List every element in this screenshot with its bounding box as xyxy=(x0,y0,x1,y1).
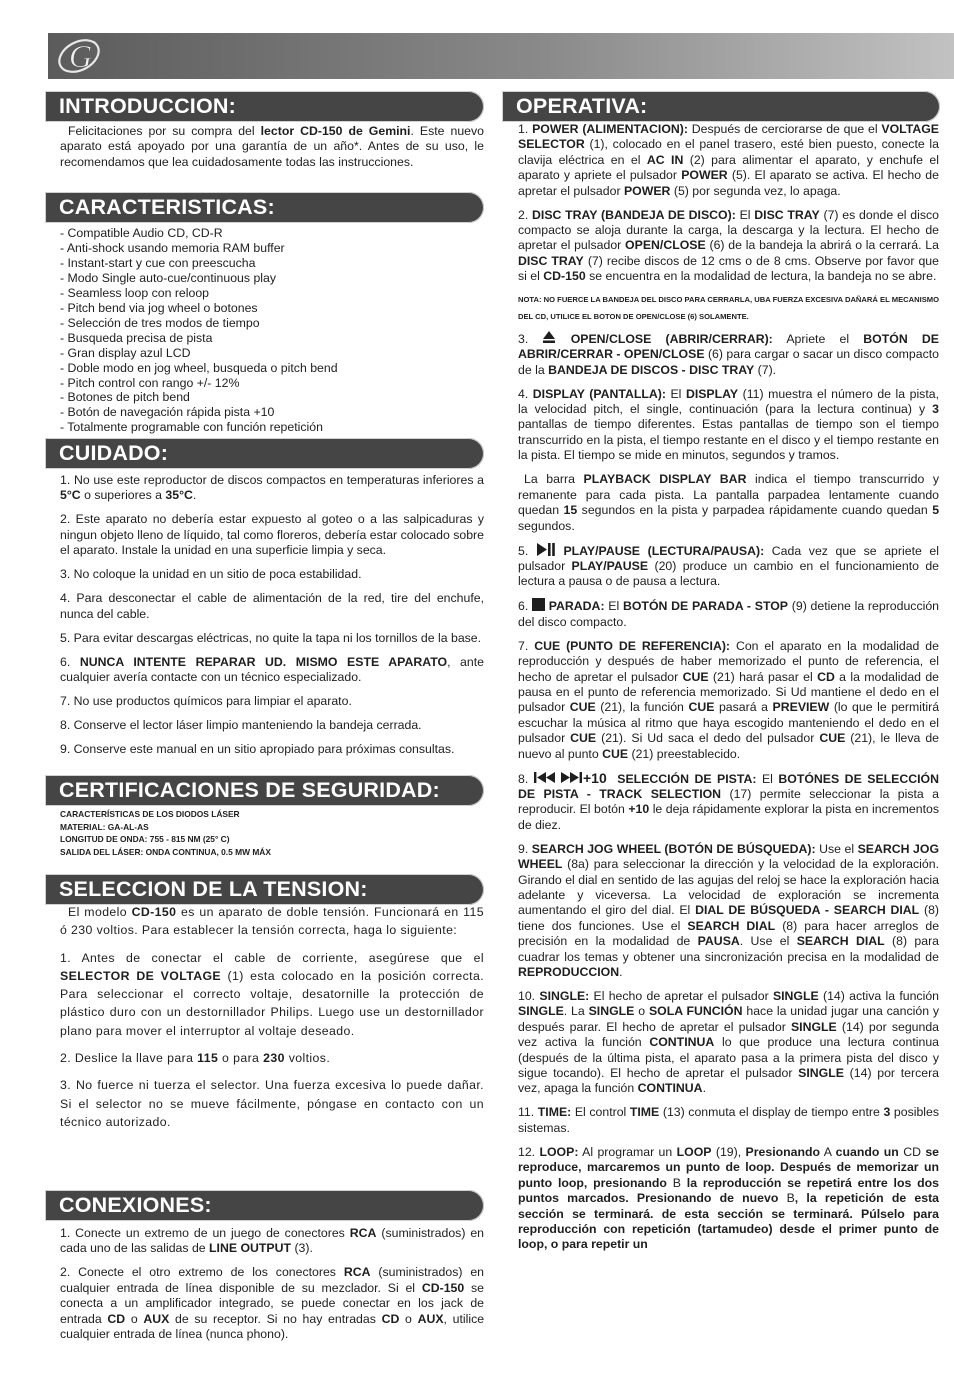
section-title-cuidado: CUIDADO: xyxy=(45,438,484,469)
feature-item: - Anti-shock usando memoria RAM buffer xyxy=(60,240,285,255)
operation-item-play-pause: 5. PLAY/PAUSE (LECTURA/PAUSA): Cada vez que se apriete el pulsador PLAY/PAUSE (20) produce un cambio en el funcionamiento de lectura a pausa o de pausa a lectura. xyxy=(518,543,939,589)
section-title-conexiones: CONEXIONES: xyxy=(45,1190,484,1221)
operation-item-cue: 7. CUE (PUNTO DE REFERENCIA): Con el aparato en la modalidad de reproducción y después de haber memorizado el punto de referencia, el hecho de apretar el pulsador CUE (21) hará pasar el CD a la modalidad de pausa en el punto de referencia memorizado. Si Ud mantiene el dedo en el pulsador CUE (21), la función CUE pasará a PREVIEW (lo que le permitirá escuchar la música al ritmo que haya escogido manteniendo el dedo en el pulsador CUE (21). Si Ud saca el dedo del pulsador CUE (21), le lleva de nuevo al punto CUE (21) preestablecido. xyxy=(518,638,940,761)
feature-item: - Doble modo en jog wheel, busqueda o pitch bend xyxy=(60,360,338,375)
feature-item: - Botón de navegación rápida pista +10 xyxy=(60,405,275,420)
feature-item: - Botones de pitch bend xyxy=(60,390,190,405)
operation-item-open-close: 3. OPEN/CLOSE (ABRIR/CERRAR): Apriete el BOTÓN DE ABRIR/CERRAR - OPEN/CLOSE (6) para cargar o sacar un disco compacto de la BANDEJA DE DISCOS - DISC TRAY (7). xyxy=(518,331,939,377)
connections-text: 1. Conecte un extremo de un juego de conectores RCA (suministrados) en cada uno de las salidas de LINE OUTPUT (3). 2. Conecte el otro extremo de los conectores RCA (suministrados) en cualquier entrada de línea disponible de su mezclador. Si el CD-150 se conecta a un amplificador integrado, se puede conectar en los jack de entrada CD o AUX de su receptor. Si no hay entradas CD o AUX, utilice cualquier entrada de línea (nunca phono). xyxy=(60,1226,485,1342)
section-title-caracteristicas: CARACTERISTICAS: xyxy=(45,192,484,223)
operation-text xyxy=(518,122,939,1253)
care-item: 9. Conserve este manual en un sitio apropiado para próximas consultas. xyxy=(60,742,455,757)
intro-text xyxy=(60,124,484,170)
operation-note: NOTA: NO FUERCE LA BANDEJA DEL DISCO PARA CERRARLA, UBA FUERZA EXCESIVA DAÑARÁ EL MECANISMO DEL CD, UTILICE EL BOTON DE OPEN/CLOSE (6) SOLAMENTE. xyxy=(518,295,939,321)
feature-item: - Pitch control con rango +/- 12% xyxy=(60,375,240,390)
care-item: 5. Para evitar descargas eléctricas, no quite la tapa ni los tornillos de la base. xyxy=(60,630,482,645)
voltage-item: 3. No fuerce ni tuerza el selector. Una fuerza excesiva lo puede dañar. Si el selector no se mueve fácilmente, póngase en contacto con un técnico autorizado. xyxy=(60,1078,484,1129)
svg-text:+10: +10 xyxy=(582,770,607,784)
section-title-operativa: OPERATIVA: xyxy=(502,91,940,122)
track-icon xyxy=(534,772,612,786)
care-item: 1. No use este reproductor de discos compactos en temperaturas inferiores a 5°C o superiores a 35°C. xyxy=(60,473,484,503)
care-item: 7. No use productos químicos para limpiar el aparato. xyxy=(60,694,352,709)
section-title-introduccion: INTRODUCCION: xyxy=(45,91,484,122)
operation-item-time: 11. TIME: El control TIME (13) conmuta el display de tiempo entre 3 posibles sistemas. xyxy=(518,1105,940,1135)
cert-text xyxy=(60,808,484,859)
feature-item: - Instant-start y cue con preescucha xyxy=(60,255,256,270)
logo-letter: G xyxy=(69,38,93,74)
operation-item-stop: 6. PARADA: El BOTÓN DE PARADA - STOP (9) detiene la reproducción del disco compacto. xyxy=(518,599,940,629)
feature-item: - Busqueda precisa de pista xyxy=(60,330,213,345)
operation-item-single: 10. SINGLE: El hecho de apretar el pulsador SINGLE (14) activa la función SINGLE. La SINGLE o SOLA FUNCIÓN hace la unidad jugar una canción y después parar. El hecho de apretar el pulsador SINGLE (14) por segunda vez activa la función CONTINUA lo que produce una lectura continua (después de la última pista, el aparato pasa a la primera pista del disco y sigue tocando). El hecho de apretar el pulsador SINGLE (14) por tercera vez, apaga la función CONTINUA. xyxy=(518,989,940,1096)
operation-item-search: 9. SEARCH JOG WHEEL (BOTÓN DE BÚSQUEDA): Use el SEARCH JOG WHEEL (8a) para seleccionar la dirección y la velocidad de la exploración. Girando el dial en sentido de las agujas del reloj se hace la exploración hacia adelante y viceversa. La velocidad de exploración se incrementa aumentando el giro del dial. El DIAL DE BÚSQUEDA - SEARCH DIAL (8) tiene dos funciones. Use el SEARCH DIAL (8) para hacer arreglos de precisión en la modalidad de PAUSA. Use el SEARCH DIAL (8) para cuadrar los temas y obtener una sincronización precisa en la modalidad de REPRODUCCION. xyxy=(518,841,940,980)
operation-item-disc-tray: 2. DISC TRAY (BANDEJA DE DISCO): El DISC TRAY (7) es donde el disco compacto se aloja durante la carga, la descarga y la lectura. El hecho de apretar el pulsador OPEN/CLOSE (6) de la bandeja la abrirá o la cerrará. La DISC TRAY (7) recibe discos de 12 cms o de 8 cms. Observe por favor que si el CD-150 se encuentra en la modalidad de lectura, la bandeja no se abre. xyxy=(518,207,939,284)
features-list xyxy=(60,226,484,435)
operation-item-power: 1. POWER (ALIMENTACION): Después de cerciorarse de que el VOLTAGE SELECTOR (1), colocado en el panel trasero, esté bien puesto, conecte la clavija eléctrica en el AC IN (2) para alimentar el aparato, y enchufe el aparato y apriete el pulsador POWER (5). El aparato se activa. El hecho de apretar el pulsador POWER (5) por segunda vez, lo apaga. xyxy=(518,122,940,198)
section-title-tension: SELECCION DE LA TENSION: xyxy=(45,874,484,905)
operation-item-display-bar: La barra PLAYBACK DISPLAY BAR indica el tiempo transcurrido y remanente para cada pista. La pantalla parpadea lentamente cuando quedan 15 segundos en la pista y parpadea rápidamente cuando quedan 5 segundos. xyxy=(518,472,940,533)
care-item: 8. Conserve el lector láser limpio manteniendo la bandeja cerrada. xyxy=(60,718,422,733)
operation-item-track: 8. +10 SELECCIÓN DE PISTA: El BOTÓNES DE SELECCIÓN DE PISTA - TRACK SELECTION (17) permite seleccionar la pista a reproducir. El botón +10 le deja rápidamente explorar la pista en incrementos de diez. xyxy=(518,770,940,832)
care-item: 2. Este aparato no debería estar expuesto al goteo o a las salpicaduras y ningun objeto lleno de líquido, tal como floreros, debería estar colocado sobre el aparato. Instale la unidad en una superficie limpia y seca. xyxy=(60,512,484,558)
cert-line: CARACTERÍSTICAS DE LOS DIODOS LÁSER xyxy=(60,809,240,819)
cert-line: MATERIAL: GA-AL-AS xyxy=(60,821,149,832)
feature-item: - Modo Single auto-cue/continuous play xyxy=(60,270,277,285)
playpause-icon xyxy=(536,544,556,558)
care-item: 6. NUNCA INTENTE REPARAR UD. MISMO ESTE APARATO, ante cualquier avería contacte con un técnico especializado. xyxy=(60,654,484,685)
care-text xyxy=(60,473,484,757)
voltage-text: El modelo CD-150 es un aparato de doble tensión. Funcionará en 115 ó 230 voltios. Para establecer la tensión correcta, haga lo siguiente: 1. Antes de conectar el cable de corriente, asegúrese que el SELECTOR DE VOLTAGE (1) esta colocado en la posición correcta. Para seleccionar el correcto voltaje, desatornille la protección de plástico duro con un destornillador Philips. Luego use un destornillador plano para mover el interruptor al voltaje deseado. 2. Deslice la llave para 115 o para 230 voltios. 3. No fuerce ni tuerza el selector. Una fuerza excesiva lo puede dañar. Si el selector no se mueve fácilmente, póngase en contacto con un técnico autorizado. xyxy=(60,903,484,1131)
intro-text-rest: . Este nuevo aparato está apoyado por una garantía de un año*. Antes de su uso, le recomendamos que lea cuidadosamente todas las instrucciones. xyxy=(60,124,484,169)
feature-item: - Pitch bend via jog wheel o botones xyxy=(60,300,258,315)
feature-item: - Gran display azul LCD xyxy=(60,345,191,360)
intro-text-bold: lector CD-150 de Gemini xyxy=(260,124,411,138)
gemini-logo-icon xyxy=(54,36,104,76)
feature-item: - Seamless loop con reloop xyxy=(60,285,210,300)
header-bar xyxy=(48,33,954,79)
stop-icon xyxy=(532,599,545,613)
cert-line: LONGITUD DE ONDA: 755 - 815 NM (25° C) xyxy=(60,834,230,845)
feature-item: - Selección de tres modos de tiempo xyxy=(60,315,260,330)
care-item: 3. No coloque la unidad en un sitio de poca estabilidad. xyxy=(60,567,362,582)
operation-item-loop: 12. LOOP: Al programar un LOOP (19), Presionando A cuando un CD se reproduce, marcaremos un punto de loop. Después de memorizar un punto loop, presionando B la reproducción se repetirá entre los dos puntos marcados. Presionando de nuevo B, la repetición de esta sección se terminará. de esta sección se terminará. Púlselo para reproducción con repetición (tartamudeo) desde el primer punto de loop, o para repetir un xyxy=(518,1144,940,1252)
cert-line: SALIDA DEL LÁSER: ONDA CONTINUA, 0.5 MW MÁX xyxy=(60,847,271,858)
section-title-certificaciones: CERTIFICACIONES DE SEGURIDAD: xyxy=(45,775,484,806)
care-item: 4. Para desconectar el cable de alimentación de la red, tire del enchufe, nunca del cable. xyxy=(60,591,484,621)
operation-item-display: 4. DISPLAY (PANTALLA): El DISPLAY (11) muestra el número de la pista, la velocidad pitch, el single, continuación (para la lectura continua) y 3 pantallas de tiempo diferentes. Estas pantallas de tiempo son el tiempo transcurrido en la pista, el tiempo restante en el disco y el tiempo restante en la pista. El tiempo se mide en minutos, segundos y tramos. xyxy=(518,386,939,463)
feature-item: - Totalmente programable con función repetición xyxy=(60,420,323,435)
feature-item: - Compatible Audio CD, CD-R xyxy=(60,226,223,240)
intro-text-a: Felicitaciones por su compra del xyxy=(68,124,255,138)
eject-icon xyxy=(542,332,556,346)
